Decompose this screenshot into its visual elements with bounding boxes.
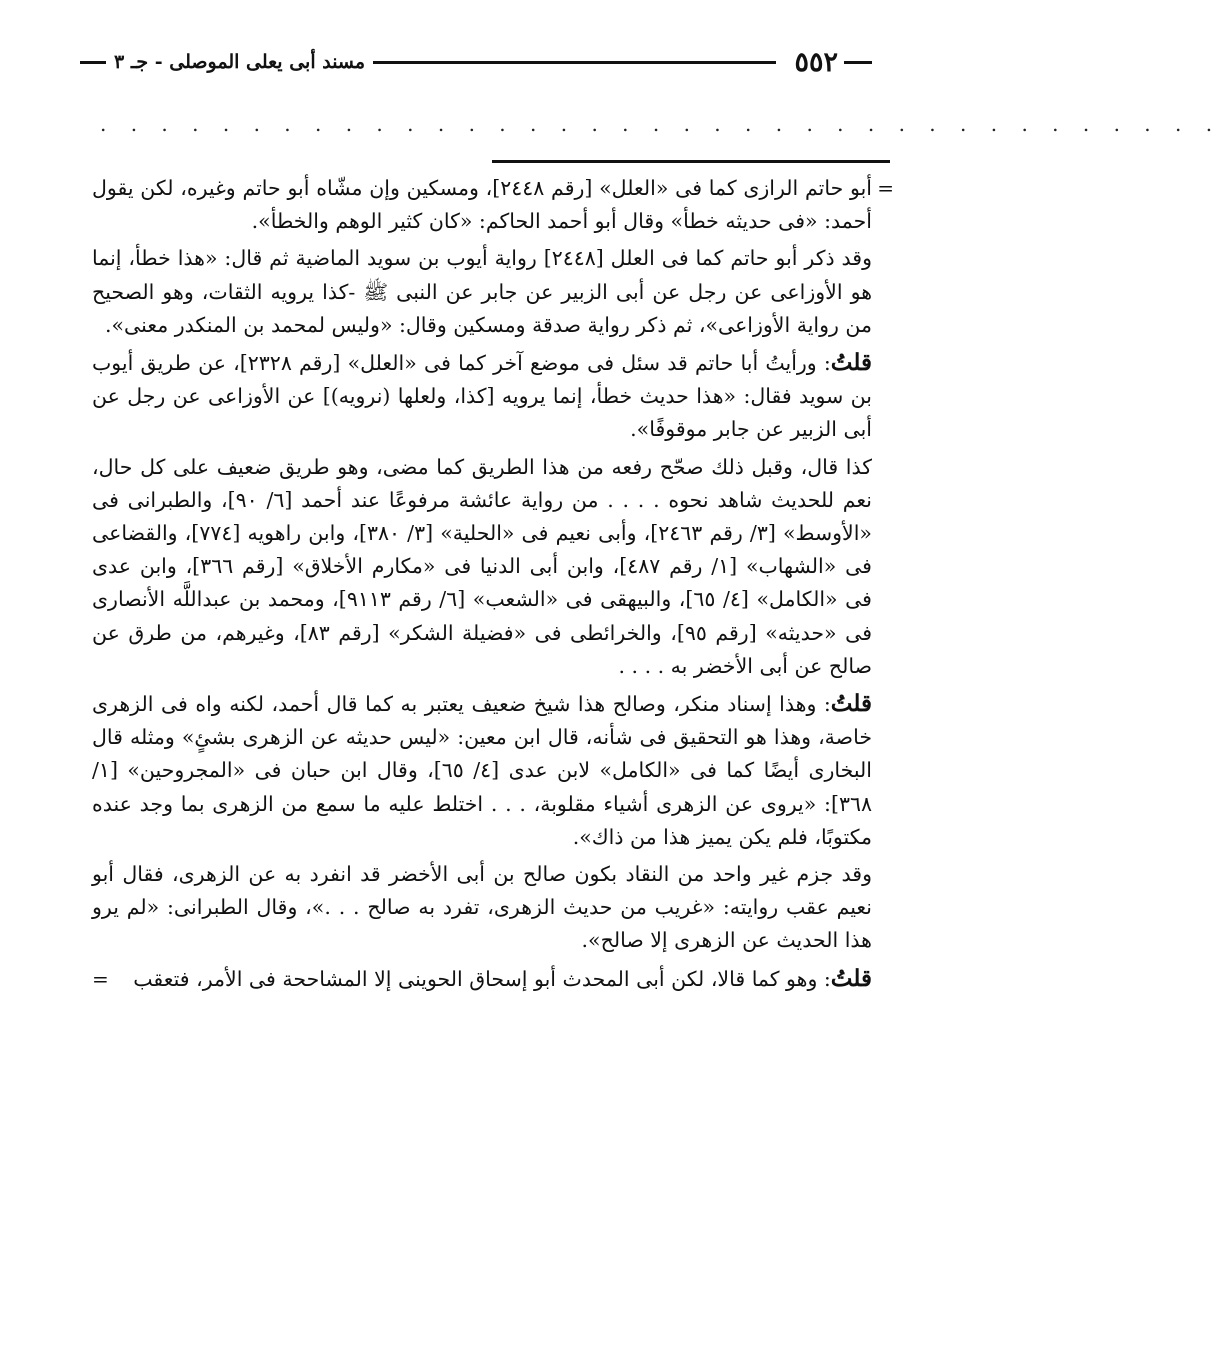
footnote-paragraph	[92, 172, 894, 238]
paragraph-text: كذا قال، وقبل ذلك صحّح رفعه من هذا الطريق كما مضى، وهو طريق ضعيف على كل حال، نعم للحديث شاهد نحوه . . . . من رواية عائشة مرفوعًا عند أحمد [٦/ ٩٠]، والطبرانى فى «الأوسط» [٣/ رقم ٢٤٦٣]، وأبى نعيم فى «الحلية» [٣/ ٣٨٠]، وابن راهويه [٧٧٤]، والقضاعى فى «الشهاب» [١/ رقم ٤٨٧]، وابن أبى الدنيا فى «مكارم الأخلاق» [رقم ٣٦٦]، وابن عدى فى «الكامل» [٤/ ٦٥]، والبيهقى فى «الشعب» [٦/ رقم ٩١١٣]، ومحمد بن عبداللَّه الأنصارى فى «حديثه» [رقم ٩٥]، والخرائطى فى «فضيلة الشكر» [رقم ٨٣]، وغيرهم، من طرق عن صالح عن أبى الأخضر به . . . .	[92, 454, 872, 678]
running-title: مسند أبى يعلى الموصلى - جـ ٣	[114, 51, 366, 73]
footnote-paragraph	[92, 451, 872, 683]
footnote-paragraph	[92, 858, 872, 958]
page-header	[80, 44, 872, 80]
continuation-marker: =	[877, 176, 894, 200]
paragraph-lead-word: قلتُ	[830, 349, 872, 377]
header-rule	[373, 61, 776, 64]
paragraph-text: : وهذا إسناد منكر، وصالح هذا شيخ ضعيف يعتبر به كما قال أحمد، لكنه واه فى الزهرى خاصة، وهذا هو التحقيق فى شأنه، قال ابن معين: «ليس حديثه عن الزهرى بشئٍ» ومثله قال البخارى أيضًا كما فى «الكامل» لابن عدى [٤/ ٦٥]، وقال ابن حبان فى «المجروحين» [١/ ٣٦٨]: «يروى عن الزهرى أشياء مقلوبة، . . . اختلط عليه ما سمع من الزهرى بما وجد عنده مكتوبًا، فلم يكن يميز هذا من ذاك».	[92, 692, 872, 849]
footnote-paragraph	[92, 242, 872, 342]
paragraph-text: : وهو كما قالا، لكن أبى المحدث أبو إسحاق الحوينى إلا المشاححة فى الأمر، فتعقب	[133, 966, 831, 991]
paragraph-text: : ورأيتُ أبا حاتم قد سئل فى موضع آخر كما فى «العلل» [رقم ٢٣٢٨]، عن طريق أيوب بن سويد فقال: «هذا حديث خطأ، إنما يرويه [كذا، ولعلها (نرويه)] عن الأوزاعى عن رجل عن أبى الزبير عن جابر موقوفًا».	[92, 351, 872, 442]
footnote-paragraph	[92, 346, 872, 447]
paragraph-lead-word: قلتُ	[830, 690, 872, 718]
footnote-rule	[492, 160, 890, 163]
footnotes-body	[92, 172, 894, 1000]
paragraph-text: وقد ذكر أبو حاتم كما فى العلل [٢٤٤٨] رواية أيوب بن سويد الماضية ثم قال: «هذا خطأ، إنما هو الأوزاعى عن رجل عن أبى الزبير عن جابر عن النبى ﷺ -كذا يرويه الثقات، وهو الصحيح من رواية الأوزاعى»، ثم ذكر رواية صدقة ومسكين وقال: «وليس لمحمد بن المنكدر معنى».	[92, 246, 872, 337]
header-dash	[80, 61, 106, 64]
header-dash	[844, 61, 872, 64]
paragraph-lead-word: قلتُ	[830, 964, 872, 992]
footnote-paragraph	[92, 687, 872, 854]
paragraph-text: وقد جزم غير واحد من النقاد بكون صالح بن أبى الأخضر قد انفرد به عن الزهرى، فقال أبو نعيم عقب روايته: «غريب من حديث الزهرى، تفرد به صالح . . .»، وقال الطبرانى: «لم يرو هذا الحديث عن الزهرى إلا صالح».	[92, 862, 872, 953]
page-number: ٥٥٢	[794, 46, 838, 78]
footnote-paragraph	[92, 962, 872, 996]
paragraph-text: أبو حاتم الرازى كما فى «العلل» [رقم ٢٤٤٨]، ومسكين وإن مشّاه أبو حاتم وغيره، لكن يقول أحمد: «فى حديثه خطأ» وقال أبو أحمد الحاكم: «كان كثير الوهم والخطأ».	[92, 176, 872, 234]
continuation-marker: =	[92, 966, 109, 991]
ellipsis-separator: . . . . . . . . . . . . . . . . . . . . . . . . . . . . . . . . . . . . .	[100, 112, 1221, 136]
